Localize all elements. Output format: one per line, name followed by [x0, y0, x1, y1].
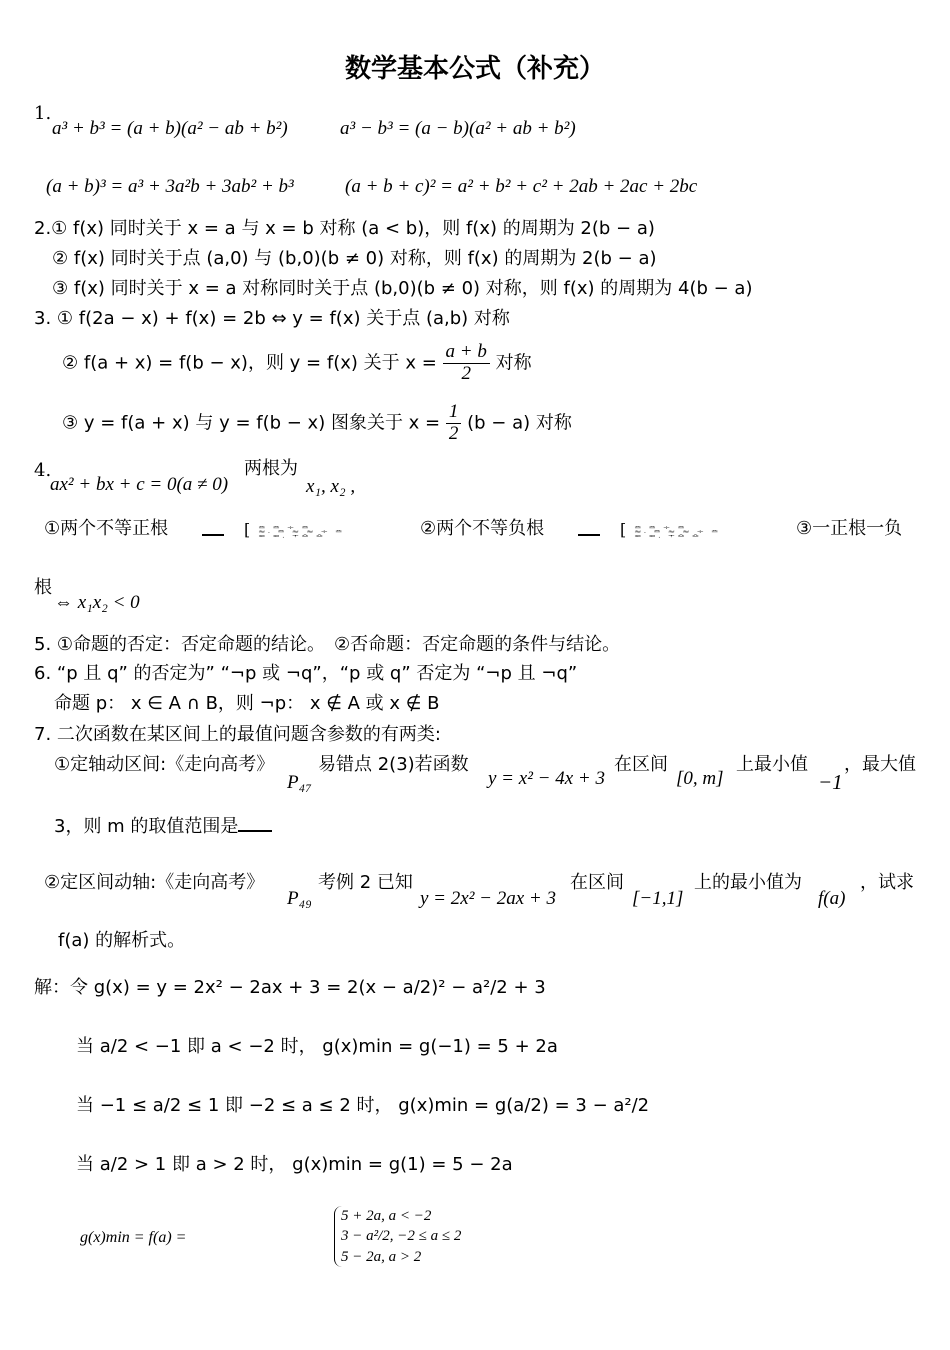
s4-case-opposite-signs-cont: 根 [34, 577, 52, 598]
equivalence-arrow [202, 534, 224, 536]
s3-line-3: ③ y = f(a + x) 与 y = f(b − x) 图象关于 x = $\frac{1}{2}$ (b − a) 对称 [62, 401, 572, 444]
s7-a-mid: 易错点 2(3)若函数 [318, 754, 469, 775]
s4-case-opposite-signs-condition: ⇔ x₁x₂ < 0 [54, 592, 140, 613]
s1-number: 1. [34, 103, 52, 124]
s4-quadratic-equation: ax² + bx + c = 0(a ≠ 0) [50, 474, 229, 495]
s1-formula-trinomial-square: (a + b + c)² = a² + b² + c² + 2ab + 2ac + 2bc [345, 176, 698, 197]
solution-case-1: 当 a/2 < −1 即 a < −2 时， g(x)min = g(−1) = 5 + 2a [76, 1036, 558, 1057]
s6-text: 6. “p 且 q” 的否定为” “¬p 或 ¬q”，“p 或 q” 否定为 “¬p 且 ¬q” [34, 663, 578, 684]
s2-line-3: ③ f(x) 同时关于 x = a 对称同时关于点 (b,0)(b ≠ 0) 对称，则 f(x) 的周期为 4(b − a) [52, 278, 753, 299]
s7-a-min-value: −1 [818, 770, 843, 794]
piecewise-case-1: 5 + 2a, a < −2 [341, 1208, 432, 1224]
piecewise-case-3: 5 − 2a, a > 2 [341, 1248, 422, 1265]
s1-formula-diff-cubes: a³ − b³ = (a − b)(a² + ab + b²) [340, 118, 576, 139]
s7-title: 7. 二次函数在某区间上的最值问题含参数的有两类: [34, 724, 441, 745]
s7-b-ask: ，试求 [860, 872, 914, 893]
s4-number: 4. [34, 460, 52, 481]
s5-text: 5. ①命题的否定：否定命题的结论。 ②否命题：否定命题的条件与结论。 [34, 634, 621, 655]
solution-case-3: 当 a/2 > 1 即 a > 2 时， g(x)min = g(1) = 5 − 2a [76, 1154, 513, 1175]
left-brace-icon: [ [244, 520, 251, 539]
condition-system-faint: ≏ ≏ ÷ ≏ ≈. ≏ ≈ ≈ ÷ ≏ ≈ ≈. ÷≏ ≏ [634, 524, 721, 540]
s4-case-two-negative: ②两个不等负根 [420, 518, 545, 539]
s7-a-prefix: ①定轴动区间:《走向高考》 [54, 754, 275, 775]
equivalence-arrow [578, 534, 600, 536]
s7-b-prefix: ②定区间动轴:《走向高考》 [44, 872, 265, 893]
s7-b-mid: 考例 2 已知 [318, 872, 413, 893]
s2-line-2: ② f(x) 同时关于点 (a,0) 与 (b,0)(b ≠ 0) 对称，则 f(x) 的周期为 2(b − a) [52, 248, 657, 269]
s7-b-min-label: 上的最小值为 [694, 872, 802, 893]
piecewise-case-2: 3 − a²/2, −2 ≤ a ≤ 2 [341, 1228, 462, 1245]
s7-a-interval-label: 在区间 [614, 754, 668, 775]
s7-b-function: y = 2x² − 2ax + 3 [420, 888, 556, 909]
s7-a-min-label: 上最小值 [736, 754, 808, 775]
piecewise-cases [334, 1206, 461, 1267]
s7-b-page: P₄₉ [287, 888, 312, 909]
s4-roots: x₁, x₂ , [306, 476, 356, 497]
s3-line-1: 3. ① f(2a − x) + f(x) = 2b ⇔ y = f(x) 关于点 (a,b) 对称 [34, 308, 510, 329]
s1-formula-sum-cubes: a³ + b³ = (a + b)(a² − ab + b²) [52, 118, 288, 139]
s1-formula-binomial-cube: (a + b)³ = a³ + 3a²b + 3ab² + b³ [46, 176, 294, 197]
answer-blank [238, 812, 272, 832]
solution-line-1: 解：令 g(x) = y = 2x² − 2ax + 3 = 2(x − a/2)² − a²/2 + 3 [34, 977, 546, 998]
s7-b-line-2: f(a) 的解析式。 [58, 930, 186, 951]
s7-a-line-2: 3，则 m 的取值范围是 [54, 812, 272, 839]
s7-b-interval-label: 在区间 [570, 872, 624, 893]
s7-b-fa: f(a) [818, 888, 846, 909]
piecewise-lhs: g(x)min = f(a) = [80, 1229, 187, 1246]
solution-case-2: 当 −1 ≤ a/2 ≤ 1 即 −2 ≤ a ≤ 2 时， g(x)min = g(a/2) = 3 − a²/2 [76, 1095, 650, 1116]
s4-case-opposite-signs: ③一正根一负 [796, 518, 903, 539]
s7-a-page: P₄₇ [287, 772, 312, 793]
s4-case-two-positive: ①两个不等正根 [44, 518, 169, 539]
s4-roots-label: 两根为 [244, 458, 298, 479]
s2-line-1: 2.① f(x) 同时关于 x = a 与 x = b 对称 (a < b)，则 f(x) 的周期为 2(b − a) [34, 218, 655, 239]
s7-a-function: y = x² − 4x + 3 [488, 768, 605, 789]
s7-a-max-label: ，最大值 [844, 754, 916, 775]
s6-line-2: 命题 p： x ∈ A ∩ B，则 ¬p： x ∉ A 或 x ∉ B [54, 693, 440, 714]
condition-system-faint: ≏ ≏ ÷ ≏ ≈. ≏ ≈ ≈ ÷ ≏ ≈ ≈. ÷≏ ≏ [258, 524, 345, 540]
s7-a-interval: [0, m] [676, 768, 724, 789]
s3-line-2: ② f(a + x) = f(b − x)，则 y = f(x) 关于 x = $\frac{a + b}{2}$ 对称 [62, 341, 532, 384]
left-brace-icon: [ [620, 520, 627, 539]
page-title: 数学基本公式（补充） [344, 54, 605, 84]
s7-b-interval: [−1,1] [632, 888, 684, 909]
